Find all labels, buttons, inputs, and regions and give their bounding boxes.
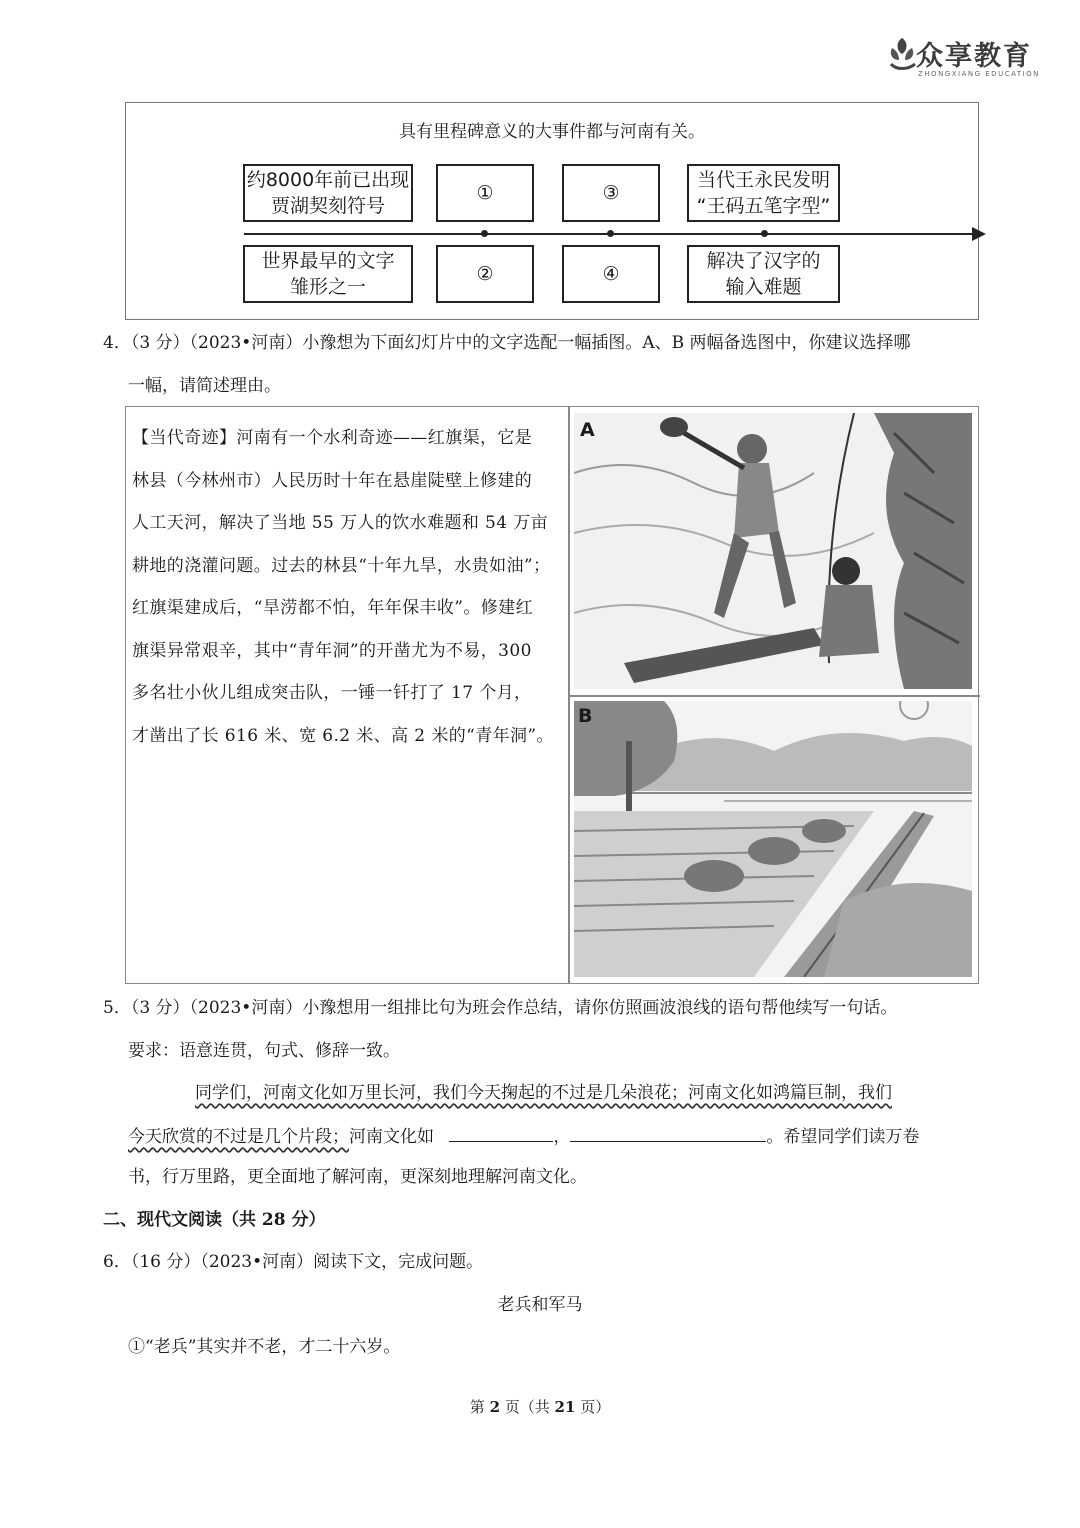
q6-stem: 6．（16 分）（2023•河南）阅读下文，完成问题。 [103,1252,484,1272]
section-heading: 二、现代文阅读（共 28 分） [103,1210,326,1230]
timeline-dot [481,230,488,237]
q5-stem-line2: 要求：语意连贯，句式、修辞一致。 [128,1041,400,1061]
cliff-worker-illustration-icon [574,413,972,689]
answer-blank-2[interactable] [570,1123,766,1142]
page-number: 2 [489,1398,500,1416]
q5-example-line1: 同学们，河南文化如万里长河，我们今天掬起的不过是几朵浪花；河南文化如鸿篇巨制，我们 [195,1083,892,1103]
timeline-dot [607,230,614,237]
brand-logo [888,30,1048,86]
q5-example-line2: 今天欣赏的不过是几个片段；河南文化如 ， 。希望同学们读万卷 [128,1123,919,1149]
leaf-logo-icon [888,32,918,76]
total-pages: 21 [554,1398,576,1416]
canal-fields-illustration-icon [574,701,972,977]
illustration-b-label: B [578,705,593,727]
q5-stem-line1: 5．（3 分）（2023•河南）小豫想用一组排比句为班会作总结，请你仿照画波浪线的语句帮他续写一句话。 [103,998,898,1018]
q4-passage: 【当代奇迹】河南有一个水利奇迹——红旗渠，它是 林县（今林州市）人民历时十年在悬崖陡壁上修建的 人工天河，解决了当地 55 万人的饮水难题和 54 万亩 耕地的浇灌问题。过去的林县“十年九旱，水贵如油”； 红旗渠建成后，“旱涝都不怕，年年保丰收”。修建红 旗渠异常艰辛，其中“青年洞”的开凿尤为不易，300 多名壮小伙儿组成突击队，一锤一钎打了 17 个月， 才凿出了长 616 米、宽 6.2 米、高 2 米的“青年洞”。 [132,428,554,746]
timeline-box-top-4: 当代王永民发明 “王码五笔字型” [687,164,840,222]
timeline-box-bottom-3: ④ [562,245,660,303]
illustration-b [574,701,972,977]
page-footer: 第 2 页（共 21 页） [469,1398,611,1416]
article-title: 老兵和军马 [497,1295,583,1315]
q4-stem-line2: 一幅，请简述理由。 [128,376,281,396]
timeline-arrow-icon [972,227,986,241]
illustration-a [574,413,972,689]
table-divider [568,695,980,697]
logo-subtitle: ZHONGXIANG EDUCATION [918,70,1040,78]
timeline-box-top-1: 约8000年前已出现 贾湖契刻符号 [243,164,413,222]
timeline-title: 具有里程碑意义的大事件都与河南有关。 [399,122,705,142]
timeline-dot [761,230,768,237]
q4-stem-line1: 4．（3 分）（2023•河南）小豫想为下面幻灯片中的文字选配一幅插图。A、B 两幅备选图中，你建议选择哪 [103,333,911,353]
logo-title: 众享教育 [916,41,1032,72]
q5-example-line3: 书，行万里路，更全面地了解河南，更深刻地理解河南文化。 [128,1167,587,1187]
q4-slide-table [125,406,979,984]
answer-blank-1[interactable] [449,1123,553,1142]
timeline-frame [125,102,979,320]
timeline-box-top-3: ③ [562,164,660,222]
timeline-box-bottom-4: 解决了汉字的 输入难题 [687,245,840,303]
timeline-box-top-2: ① [436,164,534,222]
illustration-a-label: A [580,419,595,441]
timeline-box-bottom-1: 世界最早的文字 雏形之一 [243,245,413,303]
timeline-box-bottom-2: ② [436,245,534,303]
article-paragraph-1: ①“老兵”其实并不老，才二十六岁。 [128,1337,401,1357]
